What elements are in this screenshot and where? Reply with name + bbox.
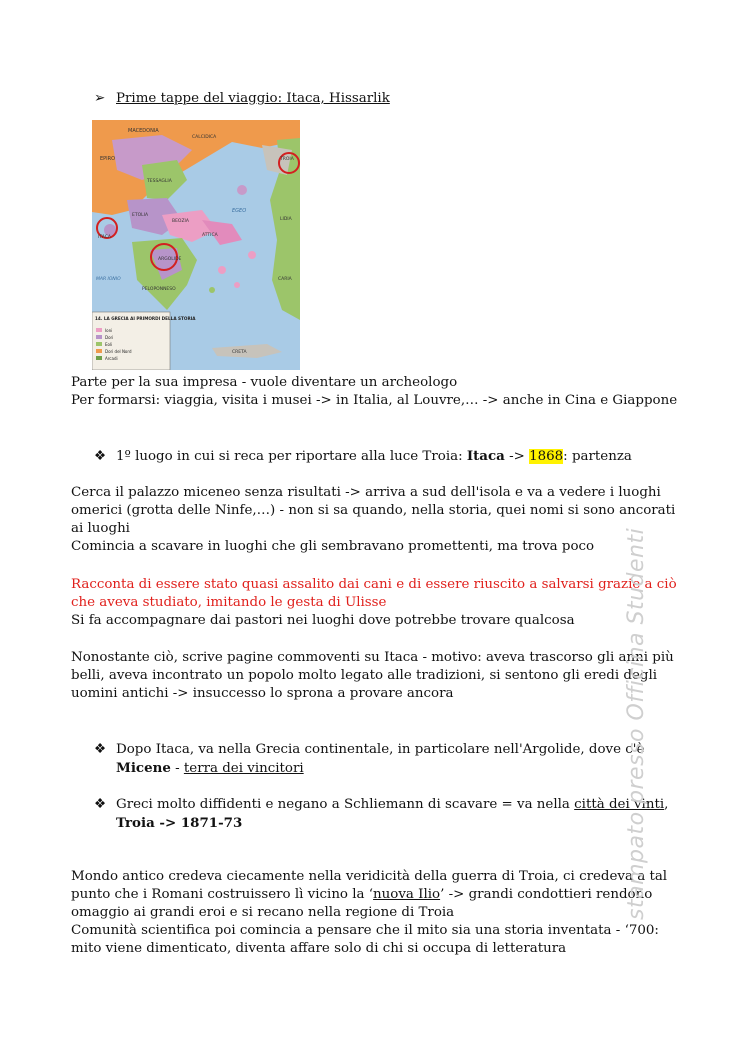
section-title: Prime tappe del viaggio: Itaca, Hissarlik — [116, 91, 390, 106]
bullet-micene: ❖ Dopo Itaca, va nella Grecia continentale, in particolare nell'Argolide, dove c'è — [94, 742, 645, 757]
highlight-year: 1868 — [529, 449, 564, 464]
para5-line4: Comunità scientifica poi comincia a pensare che il mito sia una storia inventata - ‘700: — [71, 923, 659, 938]
para3-red-line1: Racconta di essere stato quasi assalito dai cani e di essere riuscito a salvarsi grazie a ciò — [71, 577, 677, 592]
map-label-tessaglia: TESSAGLIA — [147, 179, 172, 184]
para4-line1: Nonostante ciò, scrive pagine commoventi su Itaca - motivo: aveva trascorso gli anni più — [71, 650, 674, 665]
diamond-bullet-icon: ❖ — [94, 449, 107, 464]
legend-item-dori: Dori — [105, 335, 114, 340]
map-label-epiro: EPIRO — [100, 156, 116, 162]
map-label-etolia: ETOLIA — [132, 213, 149, 218]
map-legend-title: 14. LA GRECIA AI PRIMORDI DELLA STORIA — [95, 316, 196, 321]
map-label-troia: TROIA — [280, 157, 294, 162]
para5-line1: Mondo antico credeva ciecamente nella veridicità della guerra di Troia, ci credeva a tal — [71, 869, 668, 884]
para2-line3: ai luoghi — [71, 521, 130, 536]
map-label-egeo: EGEO — [232, 208, 247, 214]
diamond-bullet-icon: ❖ — [94, 742, 107, 757]
map-label-mar-ionio: MAR IONIO — [96, 277, 121, 282]
map-label-attica: ATTICA — [202, 233, 218, 238]
para2-line1: Cerca il palazzo miceneo senza risultati -> arriva a sud dell'isola e va a vedere i luoghi — [71, 485, 661, 500]
legend-item-ioni: Ioni — [105, 328, 113, 333]
bullet-troia: ❖ Greci molto diffidenti e negano a Schliemann di scavare = va nella città dei vinti, — [94, 797, 669, 812]
map-label-macedonia: MACEDONIA — [128, 128, 159, 134]
section-heading — [94, 90, 390, 108]
bullet-itaca: ❖ 1º luogo in cui si reca per riportare alla luce Troia: Itaca -> 1868: partenza — [94, 448, 632, 464]
map-label-argolide: ARGOLIDE — [158, 257, 182, 262]
para5-line2: punto che i Romani costruissero lì vicino la ‘nuova Ilio’ -> grandi condottieri rendono — [71, 887, 653, 902]
bullet-troia-line2: Troia -> 1871-73 — [116, 815, 243, 831]
para2-line2: omerici (grotta delle Ninfe,…) - non si sa quando, nella storia, quei nomi si sono ancorati — [71, 503, 676, 518]
diamond-bullet-icon: ❖ — [94, 797, 107, 812]
para4-line3: uomini antichi -> insuccesso lo sprona a provare ancora — [71, 686, 454, 701]
map-label-calcidica: CALCIDICA — [192, 135, 217, 140]
arrow-bullet-icon: ➢ — [94, 91, 106, 106]
map-label-itaca: ITACA — [98, 235, 111, 240]
map-label-peloponneso: PELOPONNESO — [142, 287, 176, 292]
para5-line5: mito viene dimenticato, diventa affare solo di chi si occupa di letteratura — [71, 941, 567, 956]
para2-line4: Comincia a scavare in luoghi che gli sembravano promettenti, ma trova poco — [71, 539, 595, 554]
greece-map-image — [92, 120, 300, 370]
para1-line1: Parte per la sua impresa - vuole diventare un archeologo — [71, 375, 458, 390]
map-label-beozia: BEOZIA — [172, 219, 189, 224]
para1-line2: Per formarsi: viaggia, visita i musei -> in Italia, al Louvre,… -> anche in Cina e Giappone — [71, 393, 678, 408]
para4-line2: belli, aveva incontrato un popolo molto legato alle tradizioni, si sentono gli eredi degli — [71, 668, 658, 683]
map-label-lidia: LIDIA — [280, 217, 292, 222]
legend-item-dori-nord: Dori del Nord — [105, 349, 132, 354]
para3-red-line2: che aveva studiato, imitando le gesta di Ulisse — [71, 595, 387, 610]
para5-line3: omaggio ai grandi eroi e si recano nella regione di Troia — [71, 905, 455, 920]
watermark: stampato presso Officina Studenti — [624, 527, 649, 920]
bullet-micene-line2: Micene - terra dei vincitori — [116, 760, 304, 776]
legend-item-arcadi: Arcadi — [105, 356, 118, 361]
legend-item-eoli: Eoli — [105, 342, 113, 347]
map-label-caria: CARIA — [278, 277, 292, 282]
para3-line3: Si fa accompagnare dai pastori nei luoghi dove potrebbe trovare qualcosa — [71, 613, 575, 628]
map-label-creta: CRETA — [232, 350, 247, 355]
